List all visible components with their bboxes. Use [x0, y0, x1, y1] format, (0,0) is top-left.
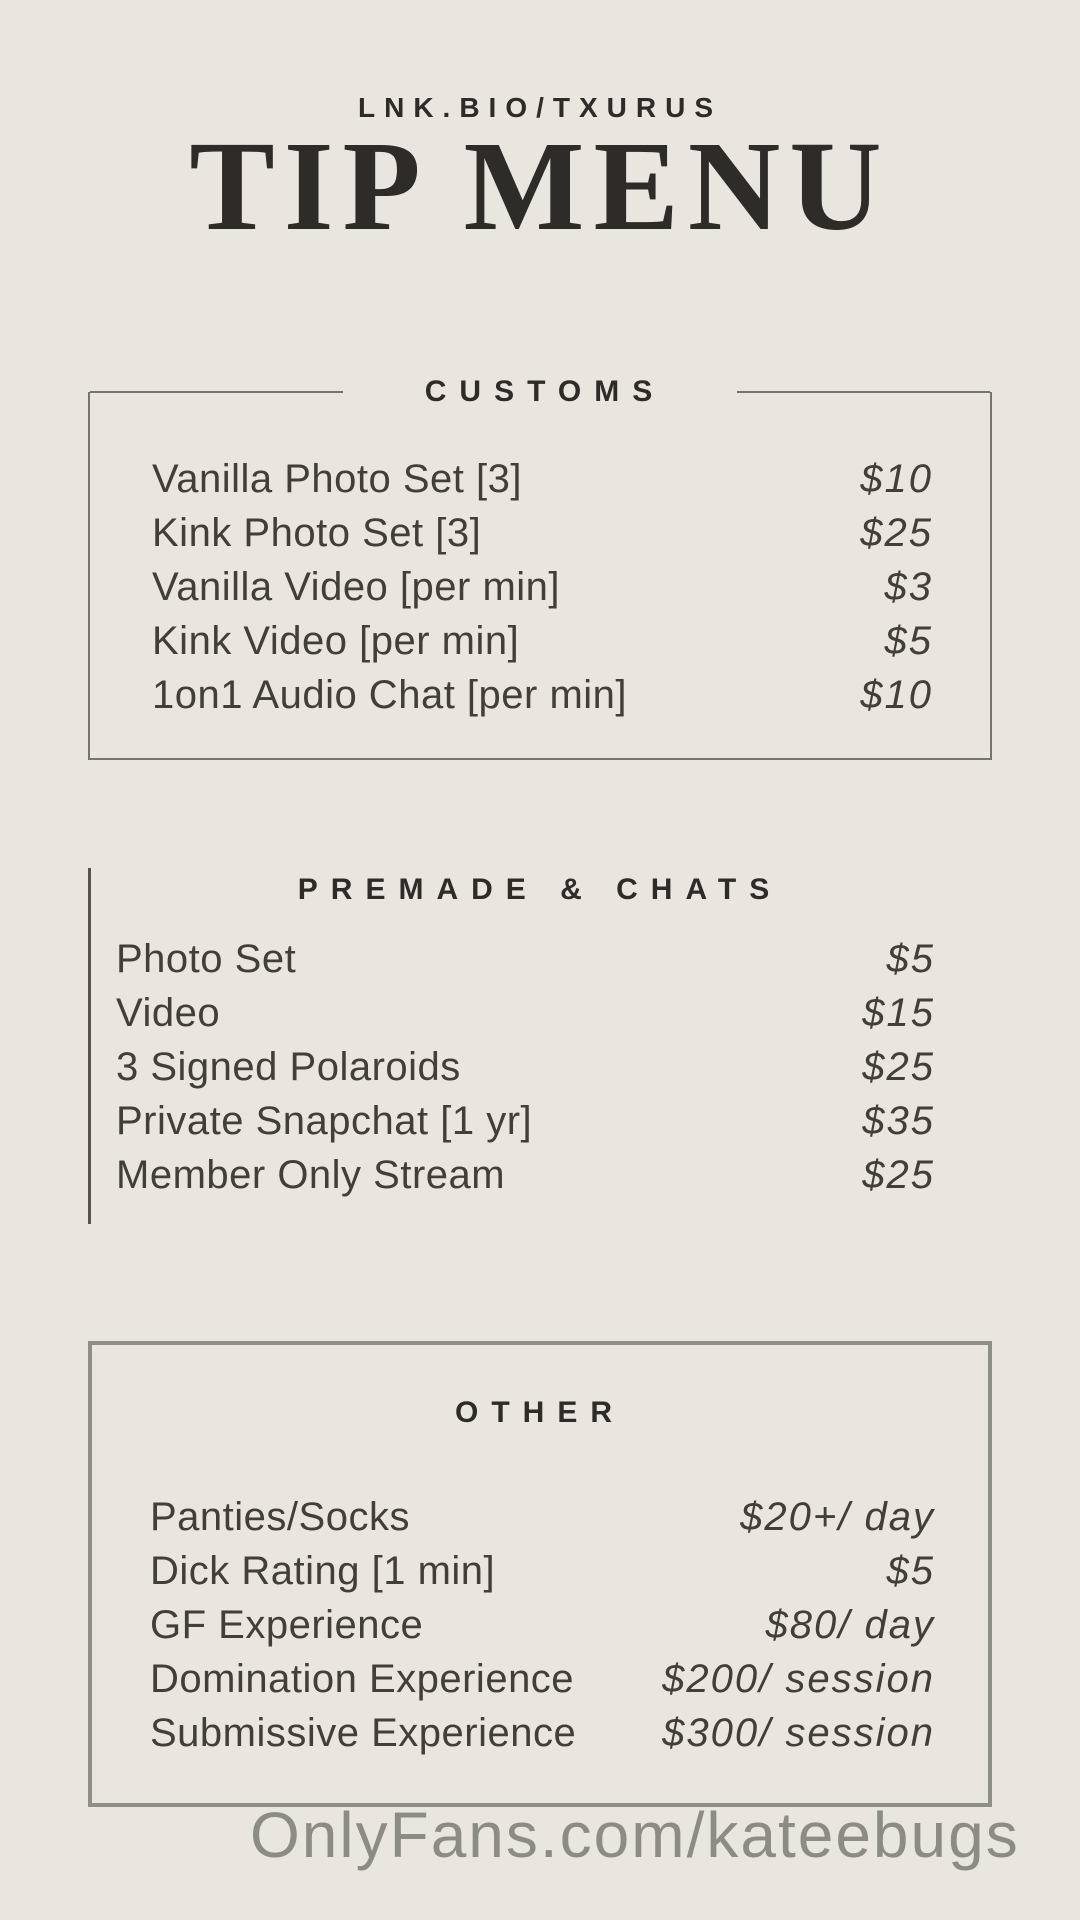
page-title: TIP MENU — [189, 115, 891, 257]
item-price: $25 — [860, 511, 933, 555]
watermark: OnlyFans.com/kateebugs — [250, 1799, 1020, 1871]
menu-row — [152, 668, 933, 722]
item-label: Panties/Socks — [150, 1495, 410, 1539]
other-items — [92, 1490, 988, 1760]
item-label: Kink Video [per min] — [152, 619, 520, 663]
item-label: Dick Rating [1 min] — [150, 1549, 496, 1593]
section-other — [88, 1341, 992, 1807]
item-price: $3 — [884, 565, 933, 609]
menu-row — [116, 1094, 935, 1148]
item-label: Private Snapchat [1 yr] — [116, 1099, 533, 1143]
section-title-premade-chats: PREMADE & CHATS — [297, 873, 783, 906]
menu-row — [150, 1544, 935, 1598]
menu-row — [116, 986, 935, 1040]
item-price: $5 — [886, 1549, 935, 1593]
menu-row — [116, 932, 935, 986]
item-price: $10 — [860, 457, 933, 501]
vertical-rule — [88, 868, 91, 1224]
item-label: 3 Signed Polaroids — [116, 1045, 461, 1089]
section-title-other: OTHER — [455, 1396, 625, 1429]
item-label: Video — [116, 991, 221, 1035]
item-label: Photo Set — [116, 937, 297, 981]
menu-row — [116, 1040, 935, 1094]
item-label: 1on1 Audio Chat [per min] — [152, 673, 628, 717]
item-price: $25 — [862, 1153, 935, 1197]
item-price: $200/ session — [662, 1657, 935, 1701]
item-price: $5 — [884, 619, 933, 663]
item-price: $25 — [862, 1045, 935, 1089]
divider-line-left — [90, 391, 343, 393]
item-label: Member Only Stream — [116, 1153, 506, 1197]
item-label: GF Experience — [150, 1603, 424, 1647]
item-price: $20+/ day — [740, 1495, 935, 1539]
item-price: $5 — [886, 937, 935, 981]
item-label: Vanilla Video [per min] — [152, 565, 561, 609]
item-price: $300/ session — [662, 1711, 935, 1755]
menu-row — [152, 506, 933, 560]
item-label: Domination Experience — [150, 1657, 575, 1701]
menu-row — [150, 1652, 935, 1706]
item-price: $80/ day — [765, 1603, 935, 1647]
menu-row — [116, 1148, 935, 1202]
section-title-customs: CUSTOMS — [424, 375, 666, 408]
menu-row — [152, 614, 933, 668]
menu-row — [150, 1490, 935, 1544]
item-price: $15 — [862, 991, 935, 1035]
customs-legend — [90, 375, 990, 409]
bio-link-handle: LNK.BIO/TXURUS — [358, 92, 722, 123]
item-label: Kink Photo Set [3] — [152, 511, 482, 555]
section-customs — [88, 375, 992, 760]
menu-row — [150, 1706, 935, 1760]
menu-row — [152, 452, 933, 506]
item-price: $35 — [862, 1099, 935, 1143]
item-price: $10 — [860, 673, 933, 717]
customs-items — [90, 392, 990, 722]
section-premade-chats — [88, 868, 992, 1224]
item-label: Vanilla Photo Set [3] — [152, 457, 522, 501]
menu-row — [150, 1598, 935, 1652]
menu-row — [152, 560, 933, 614]
item-label: Submissive Experience — [150, 1711, 577, 1755]
divider-line-right — [737, 391, 990, 393]
premade-items — [88, 932, 992, 1202]
